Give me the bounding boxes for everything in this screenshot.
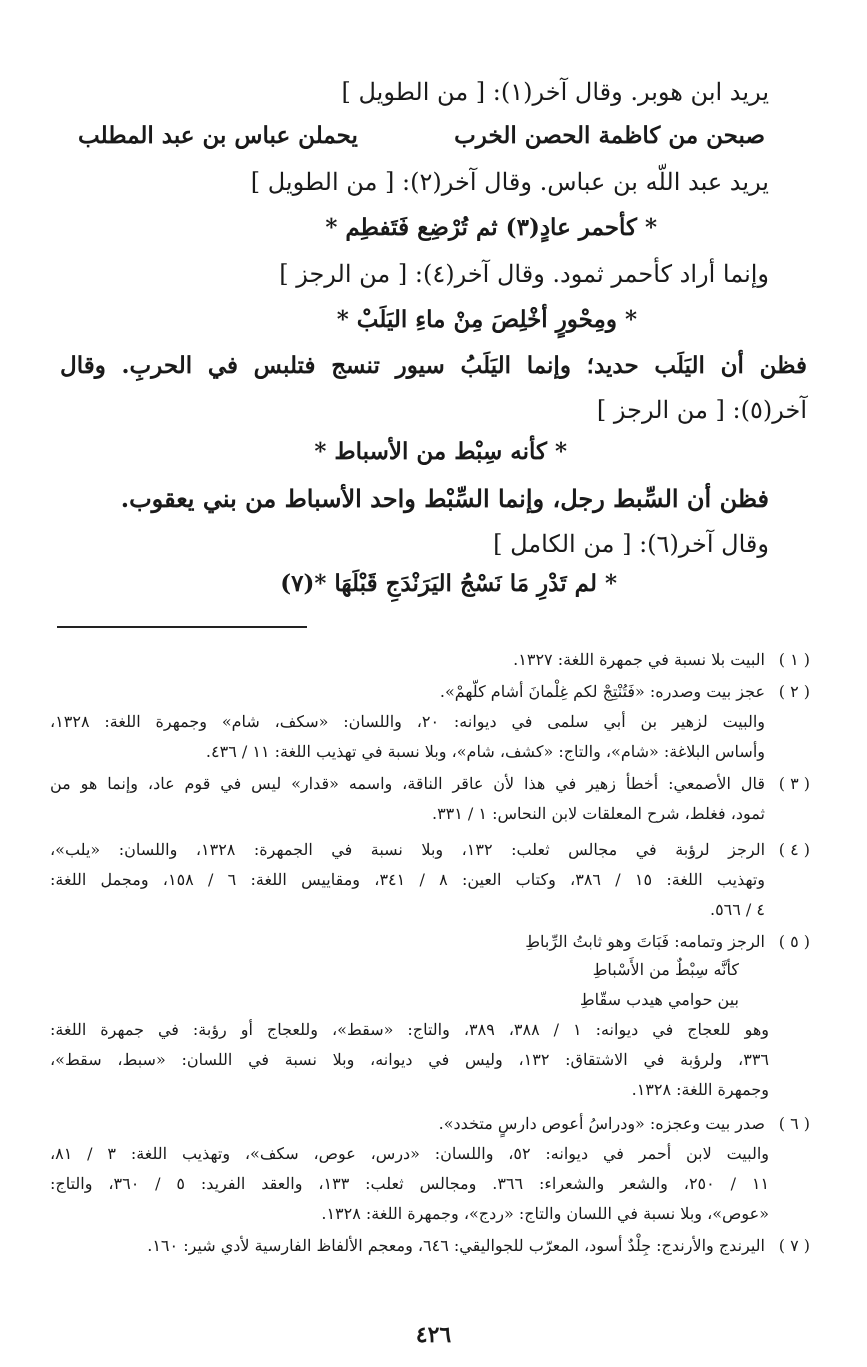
footnote-line: كأنَّه سِبْطٌ من الأَسْباطِ	[592, 960, 739, 979]
footnote-line: وتهذيب اللغة: ١٥ / ٣٨٦، وكتاب العين: ٨ / ٣٤١، ومقاييس اللغة: ٦ / ١٥٨، ومجمل اللغة:	[50, 870, 766, 889]
footnote-number: ( ١ )	[778, 650, 810, 669]
footnote-number: ( ٣ )	[778, 774, 810, 793]
footnote-line: ٣٣٦، ولرؤبة في الاشتقاق: ١٣٢، وليس في ديوانه، وبلا نسبة في اللسان: «سبط، سقط»،	[50, 1050, 770, 1069]
verse-line: * لم تَدْرِ مَا نَسْجُ اليَرَنْدَجِ قَبْلَهَا *(٧)	[280, 570, 617, 597]
footnote-number: ( ٢ )	[778, 682, 810, 701]
verse-line: * كأحمر عادٍ(٣) ثم تُرْضِع فَتَفطِم *	[325, 214, 657, 241]
verse-line: * ومِحْورٍ أخْلِصَ مِنْ ماءِ اليَلَبْ *	[336, 306, 637, 333]
footnote-line: قال الأصمعي: أخطأ زهير في هذا لأن عاقر الناقة، واسمه «قدار» ليس في قوم عاد، وإنما هو من	[50, 774, 765, 793]
page-number: ٤٢٦	[415, 1322, 452, 1348]
footnote-separator	[57, 626, 307, 628]
footnote-line: والبيت لزهير بن أبي سلمى في ديوانه: ٢٠، واللسان: «سكف، شام» وجمهرة اللغة: ١٣٢٨،	[50, 712, 765, 731]
verse-second-hemistich: يحملن عباس بن عبد المطلب	[78, 122, 358, 149]
footnote-line: الرجز لرؤبة في مجالس ثعلب: ١٣٢، وبلا نسبة في الجمهرة: ١٣٢٨، واللسان: «يلب»،	[50, 840, 766, 859]
footnote-line: بين حوامي هيدب سقّاطِ	[579, 990, 739, 1009]
footnote-line: ١١ / ٢٥٠، والشعر والشعراء: ٣٦٦. ومجالس ثعلب: ١٣٣، والعقد الفريد: ٥ / ٣٦٠، والتاج:	[50, 1174, 770, 1193]
text-line: يريد ابن هوبر. وقال آخر(١): [ من الطويل ]	[341, 78, 769, 106]
verse-line: * كأنه سِبْط من الأسباط *	[314, 438, 567, 465]
footnote-line: ٤ / ٥٦٦.	[709, 900, 765, 919]
text-line: وإنما أراد كأحمر ثمود. وقال آخر(٤): [ من الرجز ]	[279, 260, 769, 288]
text-line: وقال آخر(٦): [ من الكامل ]	[493, 530, 769, 558]
footnote-line: ثمود، فغلط، شرح المعلقات لابن النحاس: ١ / ٣٣١.	[431, 804, 765, 823]
footnote-line: البيت بلا نسبة في جمهرة اللغة: ١٣٢٧.	[513, 650, 765, 669]
footnote-line: وأساس البلاغة: «شام»، والتاج: «كشف، شام»، وبلا نسبة في تهذيب اللغة: ١١ / ٤٣٦.	[205, 742, 765, 761]
text-line: فظن أن السِّبط رجل، وإنما السِّبْط واحد الأسباط من بني يعقوب.	[120, 484, 769, 513]
footnote-line: عجز بيت وصدره: «فَتُنْتِجْ لكم غِلْمانَ أشام كلّهمْ».	[439, 682, 765, 701]
footnote-number: ( ٤ )	[778, 840, 810, 859]
footnote-line: وهو للعجاج في ديوانه: ١ / ٣٨٨، ٣٨٩، والتاج: «سقط»، وللعجاج أو رؤبة: في جمهرة اللغة:	[50, 1020, 770, 1039]
footnote-line: الرجز وتمامه: فَبَاتَ وهو ثابتُ الرِّباطِ	[525, 932, 765, 951]
footnote-number: ( ٧ )	[778, 1236, 810, 1255]
verse-first-hemistich: صبحن من كاظمة الحصن الخرب	[454, 122, 765, 149]
footnote-line: والبيت لابن أحمر في ديوانه: ٥٢، واللسان: «درس، عوص، سكف»، وتهذيب اللغة: ٣ / ٨١،	[50, 1144, 769, 1163]
footnote-line: «عوص»، وبلا نسبة في اللسان والتاج: «ردج»، وجمهرة اللغة: ١٣٢٨.	[321, 1204, 769, 1223]
footnote-line: اليرندج والأرندج: جِلْدٌ أسود، المعرّب للجواليقي: ٦٤٦، ومعجم الألفاظ الفارسية لأدي شير: ١٦٠.	[147, 1236, 765, 1255]
footnote-line: وجمهرة اللغة: ١٣٢٨.	[631, 1080, 769, 1099]
text-line: آخر(٥): [ من الرجز ]	[596, 396, 807, 424]
text-line: فظن أن اليَلَب حديد؛ وإنما اليَلَبُ سيور تنسج فتلبس في الحربِ. وقال	[60, 352, 807, 379]
footnote-number: ( ٦ )	[778, 1114, 810, 1133]
text-line: يريد عبد اللّه بن عباس. وقال آخر(٢): [ من الطويل ]	[250, 168, 769, 196]
footnote-number: ( ٥ )	[778, 932, 810, 951]
footnote-line: صدر بيت وعجزه: «ودراسُ أعوص دارسٍ متخدد».	[438, 1114, 765, 1133]
